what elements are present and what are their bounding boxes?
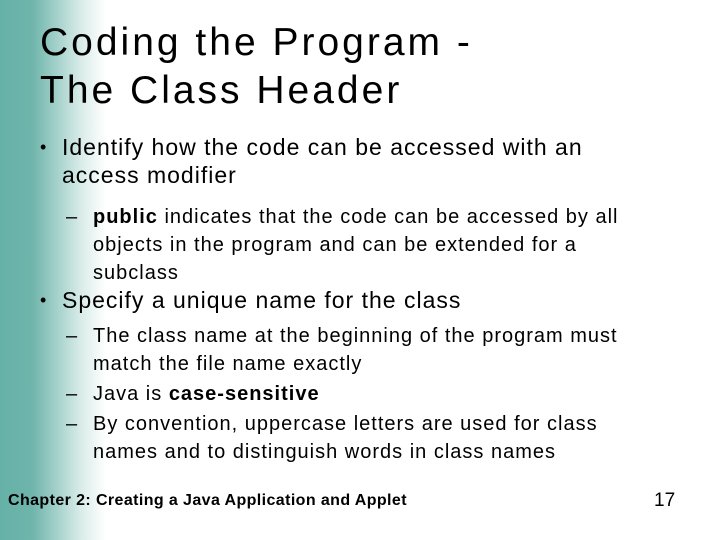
- keyword-public: public: [93, 206, 158, 228]
- subbullet-case-sensitive-pre: Java is: [93, 383, 169, 405]
- subbullet-match-filename: [66, 322, 638, 378]
- bullet-unique-name: [40, 286, 617, 314]
- bullet-dot-icon: •: [40, 290, 48, 310]
- sublist-unique-name: [66, 322, 638, 468]
- bullet-access-modifier-text: Identify how the code can be accessed with an access modifier: [62, 134, 583, 188]
- sublist-access-modifier: [66, 203, 638, 289]
- bullet-access-modifier: [40, 133, 617, 189]
- dash-bullet-icon: –: [66, 383, 79, 405]
- keyword-case-sensitive: case-sensitive: [168, 383, 320, 405]
- dash-bullet-icon: –: [66, 413, 79, 435]
- subbullet-public-rest: indicates that the code can be accessed by all objects in the program and can be extended for a subclass: [93, 206, 619, 284]
- subbullet-match-filename-text: The class name at the beginning of the program must match the file name exactly: [93, 325, 618, 375]
- slide-title: [40, 19, 473, 115]
- bullet-dot-icon: •: [40, 137, 48, 157]
- subbullet-public: [66, 203, 638, 287]
- subbullet-convention: [66, 410, 638, 466]
- subbullet-case-sensitive: [66, 380, 638, 408]
- subbullet-public-text: [93, 203, 638, 287]
- subbullet-case-sensitive-text: [93, 380, 638, 408]
- title-line-2: The Class Header: [40, 69, 403, 112]
- dash-bullet-icon: –: [66, 206, 79, 228]
- footer-page-number: 17: [654, 490, 676, 511]
- subbullet-convention-text: By convention, uppercase letters are used for class names and to distinguish words in class names: [93, 413, 598, 463]
- dash-bullet-icon: –: [66, 325, 79, 347]
- bullet-unique-name-text: Specify a unique name for the class: [62, 287, 462, 313]
- footer-chapter: Chapter 2: Creating a Java Application and Applet: [8, 492, 407, 509]
- title-line-1: Coding the Program -: [40, 21, 473, 64]
